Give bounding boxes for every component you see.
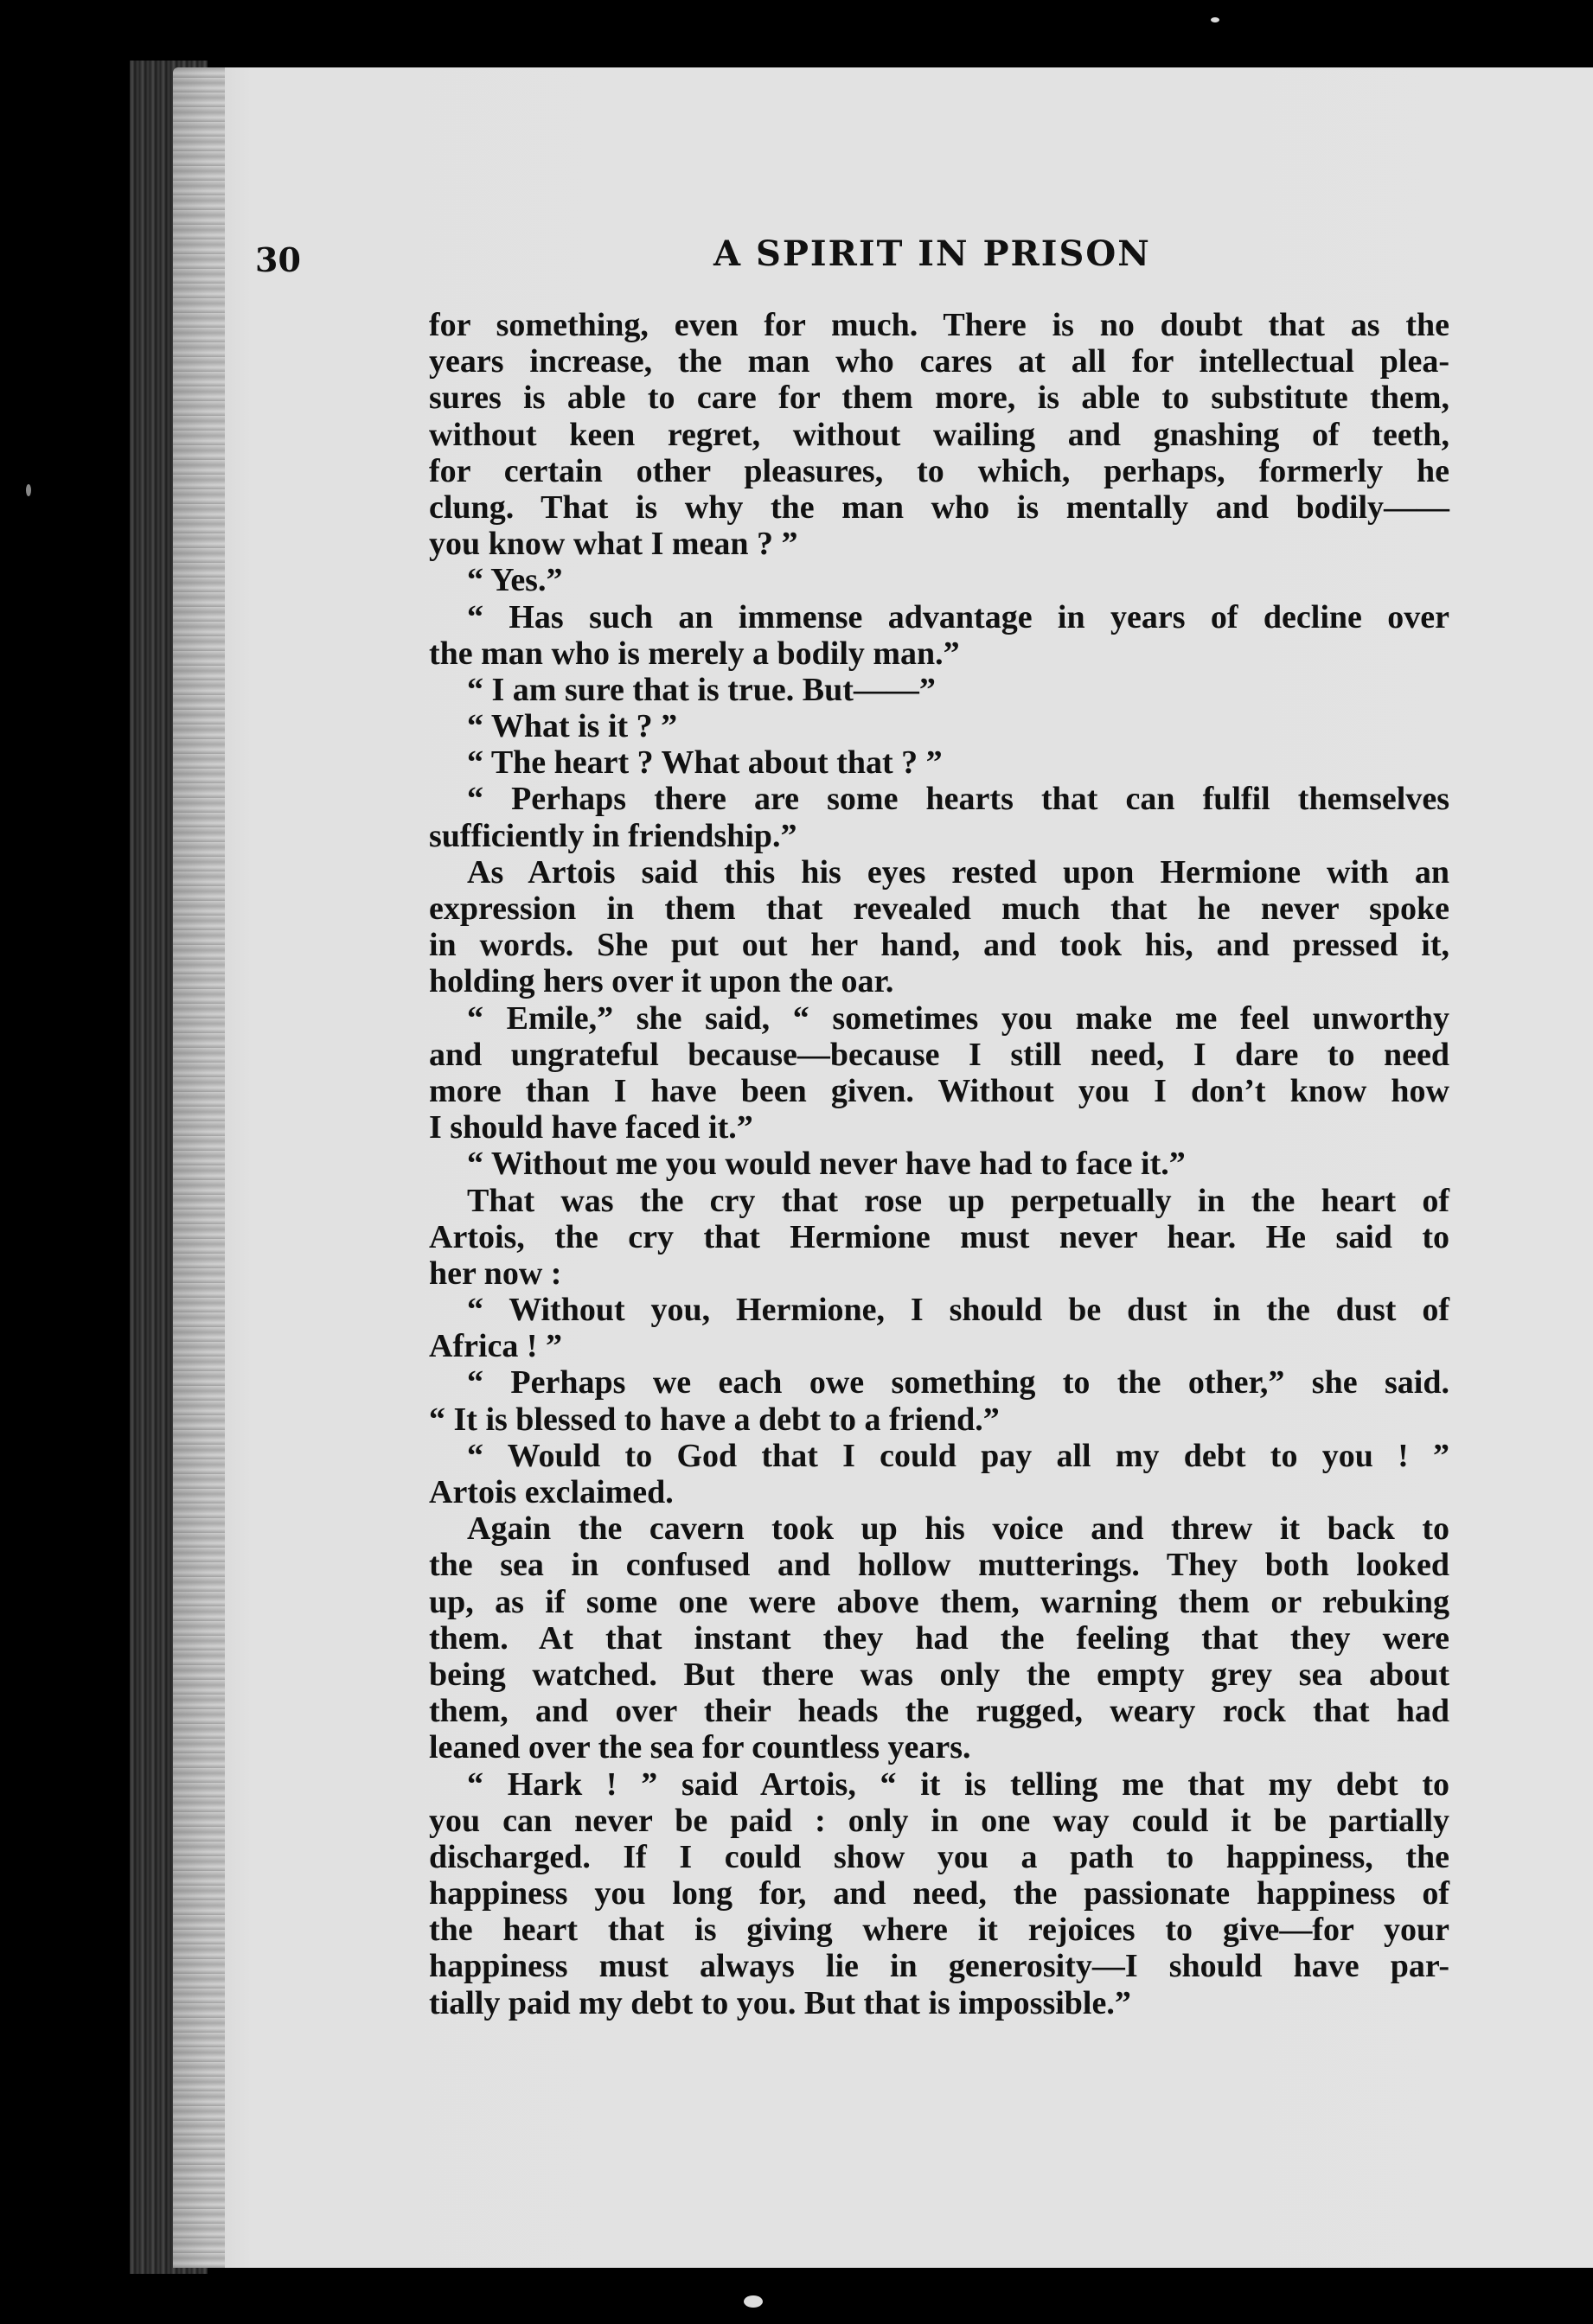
text-line: years increase, the man who cares at all for intellectual plea- xyxy=(429,343,1449,380)
text-line: “ What is it ? ” xyxy=(467,708,678,745)
text-line: without keen regret, without wailing and gnashing of teeth, xyxy=(429,416,1449,453)
text-line: them, and over their heads the rugged, weary rock that had xyxy=(429,1693,1449,1730)
text-line: “ Has such an immense advantage in years of decline over xyxy=(467,598,1449,635)
text-line: being watched. But there was only the empty grey sea about xyxy=(429,1656,1449,1693)
text-line: holding hers over it upon the oar. xyxy=(429,963,894,1000)
text-line: you can never be paid : only in one way could it be partially xyxy=(429,1802,1449,1839)
page-number: 30 xyxy=(255,240,301,279)
text-line: her now : xyxy=(429,1255,562,1292)
text-line: in words. She put out her hand, and took his, and pressed it, xyxy=(429,927,1449,964)
text-line: expression in them that revealed much that he never spoke xyxy=(429,891,1449,927)
text-line: tially paid my debt to you. But that is impossible.” xyxy=(429,1984,1131,2021)
dust-speck xyxy=(744,2295,763,2308)
text-line: sufficiently in friendship.” xyxy=(429,817,797,854)
text-line: “ Would to God that I could pay all my debt to you ! ” xyxy=(467,1437,1449,1474)
text-line: more than I have been given. Without you I don’t know how xyxy=(429,1072,1449,1109)
text-line: Artois exclaimed. xyxy=(429,1474,674,1510)
text-line: for certain other pleasures, to which, perhaps, formerly he xyxy=(429,452,1449,489)
text-line: “ Perhaps we each owe something to the other,” she said. xyxy=(467,1364,1449,1401)
text-line: “ It is blessed to have a debt to a friend.” xyxy=(429,1401,1000,1438)
text-line: Artois, the cry that Hermione must never hear. He said to xyxy=(429,1218,1449,1255)
text-line: you know what I mean ? ” xyxy=(429,526,798,563)
text-line: the man who is merely a bodily man.” xyxy=(429,635,960,672)
text-line: happiness you long for, and need, the passionate happiness of xyxy=(429,1875,1449,1912)
text-line: sures is able to care for them more, is able to substitute them, xyxy=(429,380,1449,417)
text-line: Africa ! ” xyxy=(429,1328,563,1365)
text-line: “ Without me you would never have had to face it.” xyxy=(467,1146,1186,1183)
text-line: discharged. If I could show you a path to happiness, the xyxy=(429,1838,1449,1875)
text-line: Again the cavern took up his voice and threw it back to xyxy=(467,1510,1449,1548)
text-line: and ungrateful because—because I still need, I dare to need xyxy=(429,1036,1449,1073)
text-line: for something, even for much. There is no doubt that as the xyxy=(429,307,1449,343)
text-line: up, as if some one were above them, warning them or rebuking xyxy=(429,1583,1449,1620)
text-line: “ Emile,” she said, “ sometimes you make me feel unworthy xyxy=(467,999,1449,1037)
text-line: “ Perhaps there are some hearts that can fulfil themselves xyxy=(467,781,1449,818)
running-head xyxy=(255,233,1449,285)
text-line: As Artois said this his eyes rested upon Hermione with an xyxy=(467,853,1449,891)
text-line: the heart that is giving where it rejoices to give—for your xyxy=(429,1912,1449,1949)
text-line: leaned over the sea for countless years. xyxy=(429,1729,971,1766)
dust-speck xyxy=(26,484,31,496)
page-gutter-shadow xyxy=(173,67,225,2268)
text-line: clung. That is why the man who is mentally and bodily—— xyxy=(429,488,1449,526)
text-line: “ Yes.” xyxy=(467,562,563,599)
text-line: “ Without you, Hermione, I should be dust in the dust of xyxy=(467,1292,1449,1329)
text-line: “ The heart ? What about that ? ” xyxy=(467,744,943,782)
dust-speck xyxy=(1211,17,1219,22)
text-line: them. At that instant they had the feeling that they were xyxy=(429,1619,1449,1657)
running-title: A SPIRIT IN PRISON xyxy=(713,233,1151,274)
text-line: “ I am sure that is true. But——” xyxy=(467,671,936,708)
text-line: the sea in confused and hollow mutterings. They both looked xyxy=(429,1547,1449,1584)
text-line: That was the cry that rose up perpetually in the heart of xyxy=(467,1182,1449,1219)
text-line: “ Hark ! ” said Artois, “ it is telling me that my debt to xyxy=(467,1765,1449,1803)
body-text xyxy=(429,307,1449,2021)
text-line: I should have faced it.” xyxy=(429,1109,753,1146)
text-line: happiness must always lie in generosity—I should have par- xyxy=(429,1948,1449,1985)
